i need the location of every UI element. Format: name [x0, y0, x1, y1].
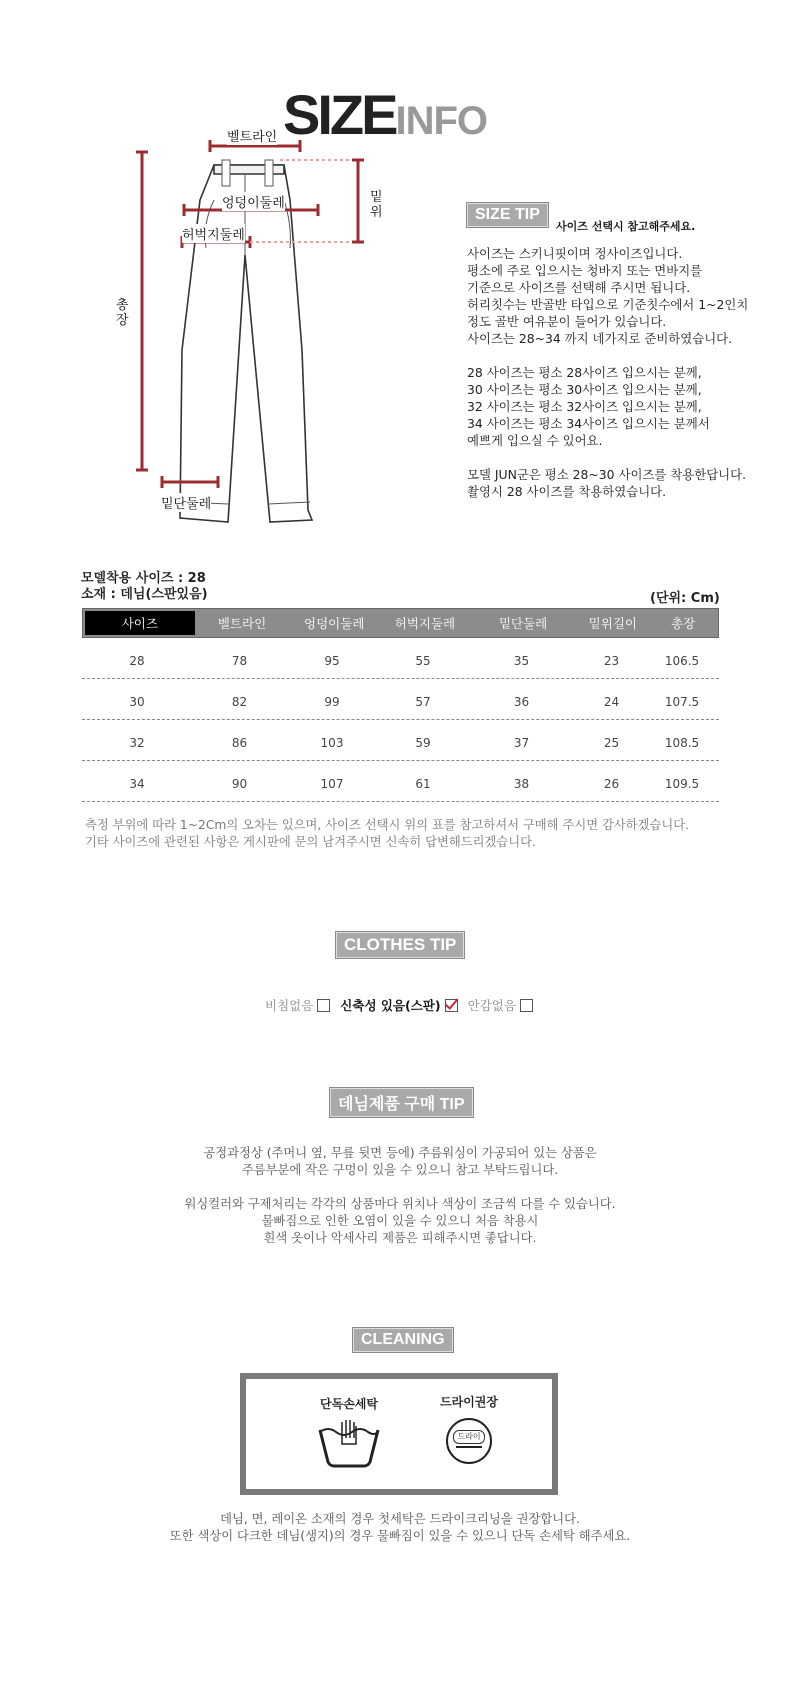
- size-tip-paragraph: [467, 466, 748, 500]
- table-cell: 32: [129, 736, 145, 750]
- table-header: [82, 608, 719, 638]
- dry-clean-icon: [446, 1418, 492, 1464]
- table-cell: 28: [129, 654, 145, 668]
- tip-line: 정도 골반 여유분이 들어가 있습니다.: [467, 314, 667, 329]
- cleaning-line: 데님, 면, 레이온 소재의 경우 첫세탁은 드라이크리닝을 권장합니다.: [220, 1512, 580, 1526]
- table-cell: 99: [324, 695, 340, 709]
- tip-line: 촬영시 28 사이즈를 착용하였습니다.: [467, 484, 667, 499]
- label-total-length: 총장: [116, 298, 129, 328]
- label-belt-line: 벨트라인: [227, 126, 277, 145]
- cleaning-line: 또한 색상이 다크한 데님(생지)의 경우 물빠짐이 있을 수 있으니 단독 손세탁 해주세요.: [169, 1529, 631, 1543]
- table-cell: 34: [129, 777, 145, 791]
- tip-line: 기준으로 사이즈를 선택해 주시면 됩니다.: [467, 280, 691, 295]
- table-meta: [81, 571, 208, 603]
- tip-line: 30 사이즈는 평소 30사이즈 입으시는 분께,: [467, 382, 702, 397]
- header-size: 사이즈: [85, 611, 195, 635]
- note-line: 기타 사이즈에 관련된 사항은 게시판에 문의 남겨주시면 신속히 답변해드리겠습니다.: [85, 835, 536, 849]
- dry-symbol-line: [456, 1446, 482, 1450]
- table-row: [82, 679, 719, 720]
- label-rise: 밑위: [370, 190, 383, 220]
- table-cell: 30: [129, 695, 145, 709]
- tip-line: 34 사이즈는 평소 34사이즈 입으시는 분께서: [467, 416, 710, 431]
- hand-wash-icon: [314, 1418, 384, 1470]
- size-tip-text: [467, 245, 748, 517]
- table-cell: 78: [231, 654, 248, 668]
- table-cell: 90: [231, 777, 248, 791]
- tip-line: 사이즈는 28~34 까지 네가지로 준비하였습니다.: [467, 331, 733, 346]
- clothes-tip-badge: CLOTHES TIP: [335, 931, 465, 959]
- size-table: [82, 608, 719, 802]
- denim-paragraph: [100, 1145, 700, 1179]
- tip-line: 예쁘게 입으실 수 있어요.: [467, 433, 603, 448]
- cleaning-badge: CLEANING: [352, 1327, 454, 1353]
- dry-symbol-text: 드라이: [453, 1430, 485, 1444]
- model-size: 모델착용 사이즈 : 28: [81, 571, 206, 586]
- option-no-lining: [468, 996, 533, 1014]
- denim-line: 공정과정상 (주머니 옆, 무릎 뒷면 등에) 주름워싱이 가공되어 있는 상품은: [203, 1146, 597, 1160]
- table-cell: 95: [324, 654, 340, 668]
- header-hem: 밑단둘레: [498, 616, 548, 631]
- table-cell: 26: [603, 777, 620, 791]
- pants-measurement-diagram: [110, 130, 410, 560]
- denim-paragraph: [100, 1196, 700, 1247]
- tip-line: 28 사이즈는 평소 28사이즈 입으시는 분께,: [467, 365, 702, 380]
- logo-size-text: SIZE: [283, 83, 396, 146]
- option-stretch: [340, 996, 457, 1014]
- table-cell: 108.5: [664, 736, 700, 750]
- denim-line: 주름부분에 작은 구멍이 있을 수 있으니 참고 부탁드립니다.: [241, 1163, 559, 1177]
- label-hip-circumference: 엉덩이둘레: [222, 192, 285, 211]
- tip-line: 모델 JUN군은 평소 28~30 사이즈를 착용한답니다.: [467, 467, 747, 482]
- table-cell: 107.5: [664, 695, 700, 709]
- logo-info-text: INFO: [395, 99, 488, 143]
- note-line: 측정 부위에 따라 1~2Cm의 오차는 있으며, 사이즈 선택시 위의 표를 참고하셔서 구매해 주시면 감사하겠습니다.: [85, 818, 690, 832]
- table-cell: 38: [513, 777, 530, 791]
- hand-wash-block: [304, 1395, 394, 1470]
- table-cell: 36: [513, 695, 530, 709]
- checked-checkbox-icon: [445, 999, 458, 1012]
- material: 소재 : 데님(스판있음): [81, 587, 208, 602]
- header-total: 총장: [671, 616, 696, 631]
- denim-line: 물빠짐으로 인한 오염이 있을 수 있으니 처음 착용시: [261, 1214, 539, 1228]
- option-label: 안감없음: [467, 998, 516, 1013]
- table-cell: 109.5: [664, 777, 700, 791]
- size-tip-note: 사이즈 선택시 참고해주세요.: [556, 220, 696, 233]
- header-belt-line: 벨트라인: [217, 616, 267, 631]
- table-cell: 24: [603, 695, 620, 709]
- dry-clean-label: 드라이권장: [440, 1395, 498, 1409]
- option-label: 신축성 있음(스판): [340, 998, 441, 1013]
- table-cell: 35: [513, 654, 530, 668]
- unit-label: (단위: Cm): [650, 591, 720, 606]
- table-cell: 82: [231, 695, 248, 709]
- size-tip-paragraph: [467, 364, 748, 449]
- table-cell: 25: [603, 736, 620, 750]
- tip-line: 평소에 주로 입으시는 청바지 또는 면바지를: [467, 263, 703, 278]
- option-no-see-through: [265, 996, 330, 1014]
- label-hem-circumference: 밑단둘레: [161, 493, 211, 512]
- denim-tip-text: [100, 1145, 700, 1264]
- denim-line: 흰색 옷이나 악세사리 제품은 피해주시면 좋답니다.: [263, 1231, 537, 1245]
- header-thigh: 허벅지둘레: [394, 616, 456, 631]
- tip-line: 32 사이즈는 평소 32사이즈 입으시는 분께,: [467, 399, 702, 414]
- table-cell: 103: [320, 736, 344, 750]
- cleaning-icons-box: [240, 1373, 558, 1495]
- denim-tip-badge: 데님제품 구매 TIP: [329, 1087, 474, 1118]
- table-note: [85, 817, 689, 851]
- table-cell: 23: [603, 654, 620, 668]
- clothes-options: [265, 996, 539, 1014]
- table-row: [82, 638, 719, 679]
- cleaning-text: [100, 1511, 700, 1545]
- table-cell: 106.5: [664, 654, 700, 668]
- denim-line: 워싱컬러와 구제처리는 각각의 상품마다 위치나 색상이 조금씩 다를 수 있습니다.: [184, 1197, 616, 1211]
- table-cell: 61: [415, 777, 431, 791]
- size-tip-badge: SIZE TIP: [466, 202, 549, 228]
- hand-wash-label: 단독손세탁: [320, 1397, 378, 1411]
- table-row: [82, 761, 719, 802]
- label-thigh-circumference: 허벅지둘레: [182, 224, 245, 243]
- checkbox-icon: [520, 999, 533, 1012]
- checkbox-icon: [317, 999, 330, 1012]
- header-hip: 엉덩이둘레: [304, 616, 365, 631]
- table-cell: 55: [415, 654, 431, 668]
- option-label: 비침없음: [265, 998, 314, 1013]
- table-cell: 86: [231, 736, 248, 750]
- dry-clean-block: [424, 1393, 514, 1464]
- table-cell: 57: [415, 695, 431, 709]
- table-cell: 59: [415, 736, 431, 750]
- table-row: [82, 720, 719, 761]
- tip-line: 사이즈는 스키니핏이며 정사이즈입니다.: [467, 246, 683, 261]
- table-cell: 37: [513, 736, 530, 750]
- tip-line: 허리칫수는 반골반 타입으로 기준칫수에서 1~2인치: [467, 297, 749, 312]
- header-rise: 밑위길이: [588, 616, 637, 631]
- size-tip-paragraph: [467, 245, 748, 347]
- table-cell: 107: [320, 777, 344, 791]
